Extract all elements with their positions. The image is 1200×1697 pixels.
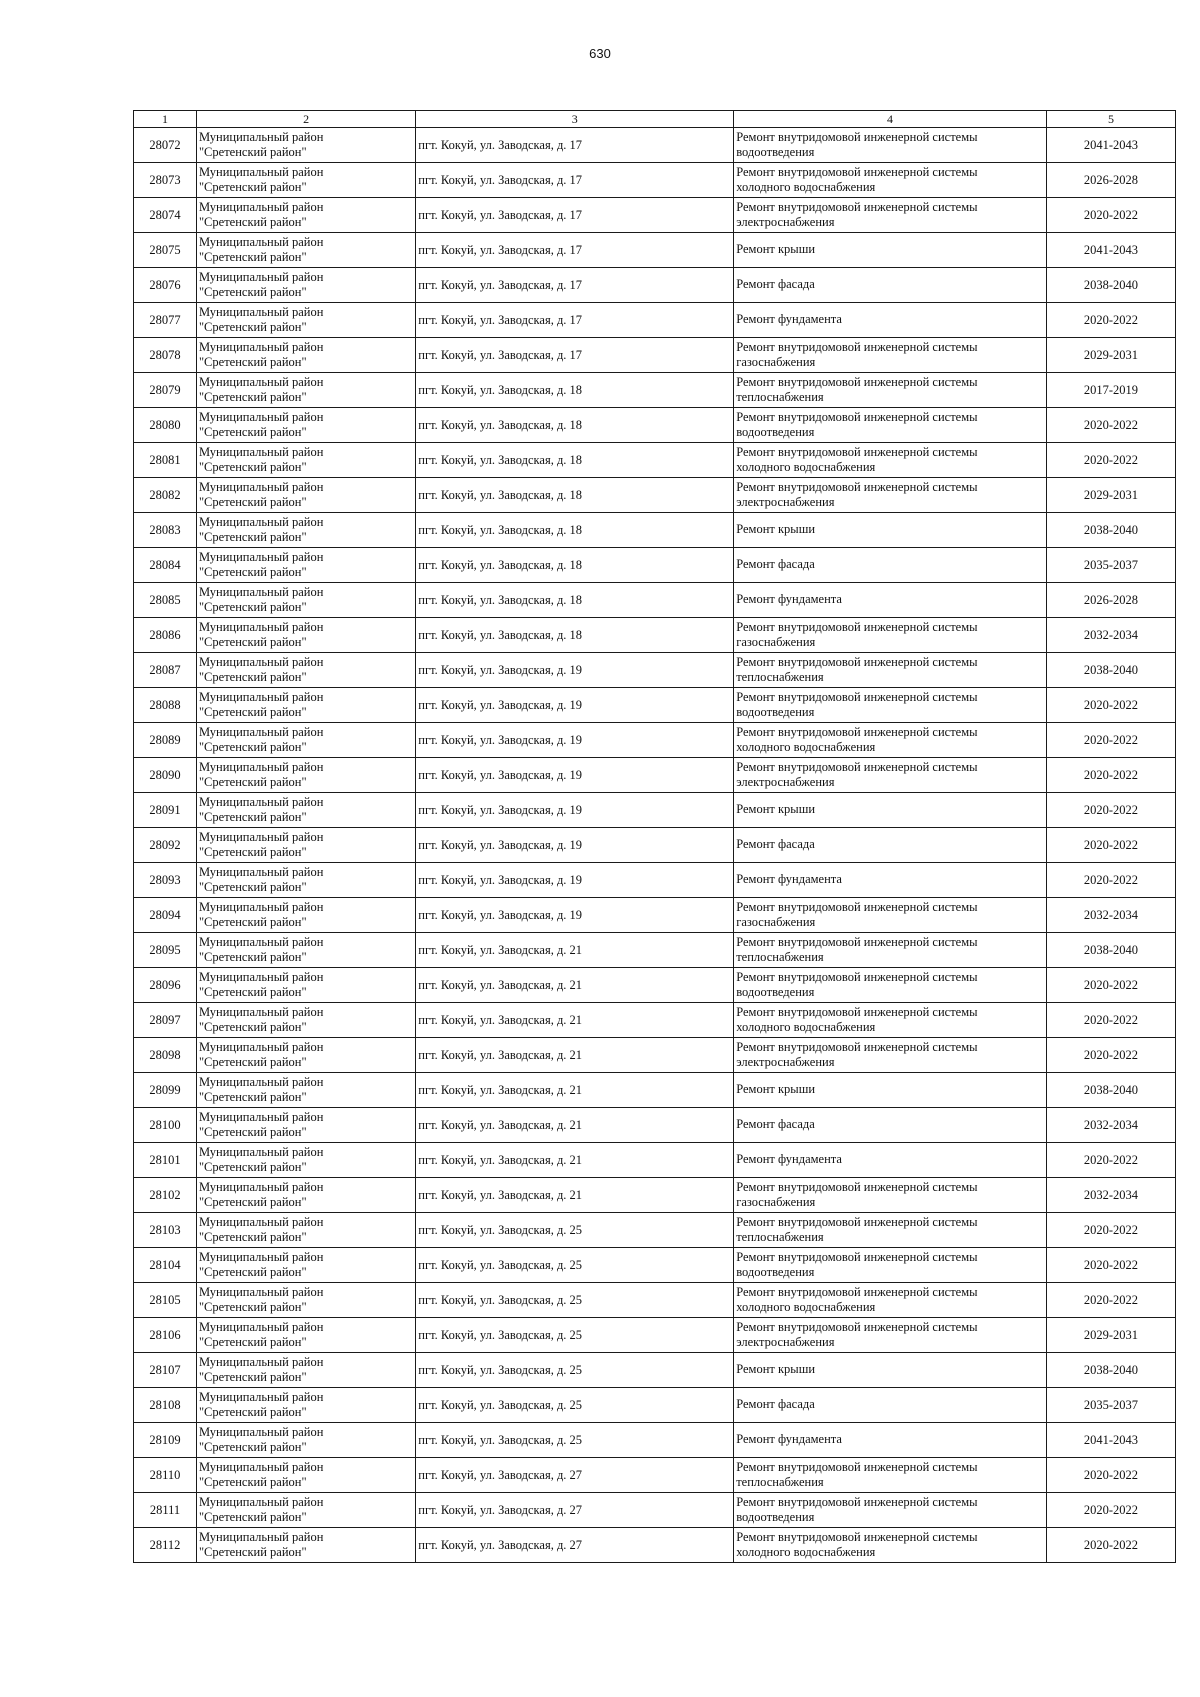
period-cell: 2020-2022 <box>1046 688 1175 723</box>
row-number-cell: 28100 <box>134 1108 197 1143</box>
column-header-1: 1 <box>134 111 197 128</box>
municipality-cell: Муниципальный район "Сретенский район" <box>196 793 415 828</box>
table-row <box>134 1213 1176 1248</box>
page-number: 630 <box>589 46 611 61</box>
address-cell: пгт. Кокуй, ул. Заводская, д. 17 <box>416 198 734 233</box>
table-row <box>134 968 1176 1003</box>
address-cell: пгт. Кокуй, ул. Заводская, д. 18 <box>416 513 734 548</box>
municipality-cell: Муниципальный район "Сретенский район" <box>196 828 415 863</box>
work-type-cell: Ремонт внутридомовой инженерной системы электроснабжения <box>734 198 1047 233</box>
work-type-cell: Ремонт внутридомовой инженерной системы холодного водоснабжения <box>734 443 1047 478</box>
work-type-cell: Ремонт внутридомовой инженерной системы теплоснабжения <box>734 653 1047 688</box>
work-type-cell: Ремонт фундамента <box>734 863 1047 898</box>
period-cell: 2032-2034 <box>1046 1178 1175 1213</box>
municipality-cell: Муниципальный район "Сретенский район" <box>196 933 415 968</box>
row-number-cell: 28107 <box>134 1353 197 1388</box>
table-row <box>134 1178 1176 1213</box>
row-number-cell: 28088 <box>134 688 197 723</box>
row-number-cell: 28101 <box>134 1143 197 1178</box>
table-row <box>134 268 1176 303</box>
period-cell: 2020-2022 <box>1046 1248 1175 1283</box>
period-cell: 2029-2031 <box>1046 478 1175 513</box>
period-cell: 2017-2019 <box>1046 373 1175 408</box>
work-type-cell: Ремонт внутридомовой инженерной системы теплоснабжения <box>734 1213 1047 1248</box>
municipality-cell: Муниципальный район "Сретенский район" <box>196 898 415 933</box>
repair-schedule-table <box>133 110 1176 1563</box>
period-cell: 2035-2037 <box>1046 548 1175 583</box>
work-type-cell: Ремонт крыши <box>734 793 1047 828</box>
table-row <box>134 1108 1176 1143</box>
work-type-cell: Ремонт внутридомовой инженерной системы теплоснабжения <box>734 933 1047 968</box>
period-cell: 2026-2028 <box>1046 163 1175 198</box>
address-cell: пгт. Кокуй, ул. Заводская, д. 18 <box>416 548 734 583</box>
table-row <box>134 863 1176 898</box>
row-number-cell: 28081 <box>134 443 197 478</box>
address-cell: пгт. Кокуй, ул. Заводская, д. 27 <box>416 1458 734 1493</box>
period-cell: 2020-2022 <box>1046 443 1175 478</box>
period-cell: 2020-2022 <box>1046 1458 1175 1493</box>
address-cell: пгт. Кокуй, ул. Заводская, д. 25 <box>416 1213 734 1248</box>
period-cell: 2041-2043 <box>1046 1423 1175 1458</box>
municipality-cell: Муниципальный район "Сретенский район" <box>196 688 415 723</box>
address-cell: пгт. Кокуй, ул. Заводская, д. 25 <box>416 1283 734 1318</box>
row-number-cell: 28087 <box>134 653 197 688</box>
work-type-cell: Ремонт внутридомовой инженерной системы газоснабжения <box>734 618 1047 653</box>
municipality-cell: Муниципальный район "Сретенский район" <box>196 128 415 163</box>
row-number-cell: 28090 <box>134 758 197 793</box>
period-cell: 2035-2037 <box>1046 1388 1175 1423</box>
work-type-cell: Ремонт фундамента <box>734 1143 1047 1178</box>
row-number-cell: 28111 <box>134 1493 197 1528</box>
table-row <box>134 653 1176 688</box>
row-number-cell: 28098 <box>134 1038 197 1073</box>
municipality-cell: Муниципальный район "Сретенский район" <box>196 1493 415 1528</box>
row-number-cell: 28092 <box>134 828 197 863</box>
column-header-2: 2 <box>196 111 415 128</box>
municipality-cell: Муниципальный район "Сретенский район" <box>196 1388 415 1423</box>
municipality-cell: Муниципальный район "Сретенский район" <box>196 1528 415 1563</box>
period-cell: 2020-2022 <box>1046 968 1175 1003</box>
work-type-cell: Ремонт внутридомовой инженерной системы газоснабжения <box>734 898 1047 933</box>
row-number-cell: 28096 <box>134 968 197 1003</box>
row-number-cell: 28110 <box>134 1458 197 1493</box>
period-cell: 2020-2022 <box>1046 723 1175 758</box>
table-row <box>134 688 1176 723</box>
table-row <box>134 548 1176 583</box>
work-type-cell: Ремонт внутридомовой инженерной системы газоснабжения <box>734 1178 1047 1213</box>
work-type-cell: Ремонт внутридомовой инженерной системы холодного водоснабжения <box>734 1528 1047 1563</box>
row-number-cell: 28080 <box>134 408 197 443</box>
work-type-cell: Ремонт внутридомовой инженерной системы холодного водоснабжения <box>734 1283 1047 1318</box>
period-cell: 2029-2031 <box>1046 338 1175 373</box>
municipality-cell: Муниципальный район "Сретенский район" <box>196 478 415 513</box>
period-cell: 2020-2022 <box>1046 1213 1175 1248</box>
work-type-cell: Ремонт крыши <box>734 1353 1047 1388</box>
table-row <box>134 1283 1176 1318</box>
row-number-cell: 28072 <box>134 128 197 163</box>
address-cell: пгт. Кокуй, ул. Заводская, д. 21 <box>416 1073 734 1108</box>
table-row <box>134 898 1176 933</box>
table-row <box>134 1493 1176 1528</box>
municipality-cell: Муниципальный район "Сретенский район" <box>196 1073 415 1108</box>
period-cell: 2020-2022 <box>1046 1143 1175 1178</box>
municipality-cell: Муниципальный район "Сретенский район" <box>196 863 415 898</box>
municipality-cell: Муниципальный район "Сретенский район" <box>196 758 415 793</box>
period-cell: 2038-2040 <box>1046 1353 1175 1388</box>
row-number-cell: 28074 <box>134 198 197 233</box>
work-type-cell: Ремонт фундамента <box>734 1423 1047 1458</box>
address-cell: пгт. Кокуй, ул. Заводская, д. 19 <box>416 793 734 828</box>
municipality-cell: Муниципальный район "Сретенский район" <box>196 373 415 408</box>
work-type-cell: Ремонт фасада <box>734 828 1047 863</box>
municipality-cell: Муниципальный район "Сретенский район" <box>196 1353 415 1388</box>
row-number-cell: 28076 <box>134 268 197 303</box>
row-number-cell: 28077 <box>134 303 197 338</box>
municipality-cell: Муниципальный район "Сретенский район" <box>196 548 415 583</box>
address-cell: пгт. Кокуй, ул. Заводская, д. 25 <box>416 1388 734 1423</box>
municipality-cell: Муниципальный район "Сретенский район" <box>196 443 415 478</box>
work-type-cell: Ремонт внутридомовой инженерной системы водоотведения <box>734 1493 1047 1528</box>
period-cell: 2038-2040 <box>1046 513 1175 548</box>
municipality-cell: Муниципальный район "Сретенский район" <box>196 163 415 198</box>
row-number-cell: 28106 <box>134 1318 197 1353</box>
address-cell: пгт. Кокуй, ул. Заводская, д. 19 <box>416 723 734 758</box>
address-cell: пгт. Кокуй, ул. Заводская, д. 19 <box>416 758 734 793</box>
work-type-cell: Ремонт внутридомовой инженерной системы электроснабжения <box>734 478 1047 513</box>
table-row <box>134 828 1176 863</box>
table-row <box>134 443 1176 478</box>
municipality-cell: Муниципальный район "Сретенский район" <box>196 968 415 1003</box>
address-cell: пгт. Кокуй, ул. Заводская, д. 21 <box>416 968 734 1003</box>
row-number-cell: 28094 <box>134 898 197 933</box>
period-cell: 2041-2043 <box>1046 128 1175 163</box>
address-cell: пгт. Кокуй, ул. Заводская, д. 19 <box>416 688 734 723</box>
work-type-cell: Ремонт внутридомовой инженерной системы водоотведения <box>734 968 1047 1003</box>
work-type-cell: Ремонт крыши <box>734 513 1047 548</box>
municipality-cell: Муниципальный район "Сретенский район" <box>196 653 415 688</box>
period-cell: 2038-2040 <box>1046 1073 1175 1108</box>
work-type-cell: Ремонт внутридомовой инженерной системы водоотведения <box>734 688 1047 723</box>
period-cell: 2020-2022 <box>1046 198 1175 233</box>
municipality-cell: Муниципальный район "Сретенский район" <box>196 198 415 233</box>
table-row <box>134 303 1176 338</box>
period-cell: 2032-2034 <box>1046 898 1175 933</box>
period-cell: 2041-2043 <box>1046 233 1175 268</box>
table-row <box>134 1038 1176 1073</box>
row-number-cell: 28104 <box>134 1248 197 1283</box>
work-type-cell: Ремонт фундамента <box>734 303 1047 338</box>
address-cell: пгт. Кокуй, ул. Заводская, д. 17 <box>416 163 734 198</box>
address-cell: пгт. Кокуй, ул. Заводская, д. 17 <box>416 338 734 373</box>
table-row <box>134 618 1176 653</box>
work-type-cell: Ремонт фасада <box>734 1388 1047 1423</box>
municipality-cell: Муниципальный район "Сретенский район" <box>196 1283 415 1318</box>
municipality-cell: Муниципальный район "Сретенский район" <box>196 618 415 653</box>
table-row <box>134 198 1176 233</box>
municipality-cell: Муниципальный район "Сретенский район" <box>196 1458 415 1493</box>
row-number-cell: 28084 <box>134 548 197 583</box>
row-number-cell: 28102 <box>134 1178 197 1213</box>
address-cell: пгт. Кокуй, ул. Заводская, д. 25 <box>416 1353 734 1388</box>
row-number-cell: 28099 <box>134 1073 197 1108</box>
municipality-cell: Муниципальный район "Сретенский район" <box>196 268 415 303</box>
row-number-cell: 28083 <box>134 513 197 548</box>
row-number-cell: 28093 <box>134 863 197 898</box>
table-row <box>134 1003 1176 1038</box>
table-row <box>134 233 1176 268</box>
work-type-cell: Ремонт внутридомовой инженерной системы водоотведения <box>734 408 1047 443</box>
municipality-cell: Муниципальный район "Сретенский район" <box>196 583 415 618</box>
period-cell: 2032-2034 <box>1046 618 1175 653</box>
row-number-cell: 28109 <box>134 1423 197 1458</box>
row-number-cell: 28075 <box>134 233 197 268</box>
table-row <box>134 478 1176 513</box>
table-row <box>134 1458 1176 1493</box>
period-cell: 2020-2022 <box>1046 1003 1175 1038</box>
address-cell: пгт. Кокуй, ул. Заводская, д. 25 <box>416 1423 734 1458</box>
municipality-cell: Муниципальный район "Сретенский район" <box>196 1178 415 1213</box>
address-cell: пгт. Кокуй, ул. Заводская, д. 27 <box>416 1528 734 1563</box>
table-row <box>134 1388 1176 1423</box>
row-number-cell: 28108 <box>134 1388 197 1423</box>
address-cell: пгт. Кокуй, ул. Заводская, д. 17 <box>416 303 734 338</box>
work-type-cell: Ремонт внутридомовой инженерной системы электроснабжения <box>734 1038 1047 1073</box>
address-cell: пгт. Кокуй, ул. Заводская, д. 21 <box>416 1038 734 1073</box>
period-cell: 2029-2031 <box>1046 1318 1175 1353</box>
period-cell: 2020-2022 <box>1046 1283 1175 1318</box>
period-cell: 2020-2022 <box>1046 303 1175 338</box>
row-number-cell: 28078 <box>134 338 197 373</box>
period-cell: 2020-2022 <box>1046 1038 1175 1073</box>
work-type-cell: Ремонт внутридомовой инженерной системы водоотведения <box>734 1248 1047 1283</box>
work-type-cell: Ремонт фасада <box>734 268 1047 303</box>
row-number-cell: 28086 <box>134 618 197 653</box>
address-cell: пгт. Кокуй, ул. Заводская, д. 19 <box>416 898 734 933</box>
address-cell: пгт. Кокуй, ул. Заводская, д. 17 <box>416 233 734 268</box>
municipality-cell: Муниципальный район "Сретенский район" <box>196 1318 415 1353</box>
column-header-3: 3 <box>416 111 734 128</box>
column-header-4: 4 <box>734 111 1047 128</box>
municipality-cell: Муниципальный район "Сретенский район" <box>196 233 415 268</box>
address-cell: пгт. Кокуй, ул. Заводская, д. 21 <box>416 1143 734 1178</box>
municipality-cell: Муниципальный район "Сретенский район" <box>196 723 415 758</box>
period-cell: 2020-2022 <box>1046 408 1175 443</box>
work-type-cell: Ремонт внутридомовой инженерной системы теплоснабжения <box>734 1458 1047 1493</box>
table-row <box>134 1528 1176 1563</box>
table-row <box>134 1143 1176 1178</box>
table-row <box>134 163 1176 198</box>
work-type-cell: Ремонт внутридомовой инженерной системы холодного водоснабжения <box>734 163 1047 198</box>
table-row <box>134 933 1176 968</box>
address-cell: пгт. Кокуй, ул. Заводская, д. 25 <box>416 1248 734 1283</box>
municipality-cell: Муниципальный район "Сретенский район" <box>196 1003 415 1038</box>
period-cell: 2038-2040 <box>1046 933 1175 968</box>
period-cell: 2020-2022 <box>1046 793 1175 828</box>
work-type-cell: Ремонт внутридомовой инженерной системы электроснабжения <box>734 1318 1047 1353</box>
period-cell: 2020-2022 <box>1046 863 1175 898</box>
work-type-cell: Ремонт внутридомовой инженерной системы холодного водоснабжения <box>734 1003 1047 1038</box>
work-type-cell: Ремонт внутридомовой инженерной системы электроснабжения <box>734 758 1047 793</box>
address-cell: пгт. Кокуй, ул. Заводская, д. 19 <box>416 653 734 688</box>
municipality-cell: Муниципальный район "Сретенский район" <box>196 408 415 443</box>
column-header-5: 5 <box>1046 111 1175 128</box>
period-cell: 2020-2022 <box>1046 828 1175 863</box>
row-number-cell: 28082 <box>134 478 197 513</box>
period-cell: 2032-2034 <box>1046 1108 1175 1143</box>
row-number-cell: 28097 <box>134 1003 197 1038</box>
table-row <box>134 758 1176 793</box>
address-cell: пгт. Кокуй, ул. Заводская, д. 18 <box>416 583 734 618</box>
municipality-cell: Муниципальный район "Сретенский район" <box>196 303 415 338</box>
row-number-cell: 28105 <box>134 1283 197 1318</box>
row-number-cell: 28073 <box>134 163 197 198</box>
address-cell: пгт. Кокуй, ул. Заводская, д. 21 <box>416 1003 734 1038</box>
address-cell: пгт. Кокуй, ул. Заводская, д. 17 <box>416 268 734 303</box>
municipality-cell: Муниципальный район "Сретенский район" <box>196 1108 415 1143</box>
period-cell: 2026-2028 <box>1046 583 1175 618</box>
table-row <box>134 1248 1176 1283</box>
row-number-cell: 28103 <box>134 1213 197 1248</box>
address-cell: пгт. Кокуй, ул. Заводская, д. 19 <box>416 828 734 863</box>
municipality-cell: Муниципальный район "Сретенский район" <box>196 1143 415 1178</box>
address-cell: пгт. Кокуй, ул. Заводская, д. 25 <box>416 1318 734 1353</box>
work-type-cell: Ремонт внутридомовой инженерной системы газоснабжения <box>734 338 1047 373</box>
table-row <box>134 128 1176 163</box>
row-number-cell: 28089 <box>134 723 197 758</box>
municipality-cell: Муниципальный район "Сретенский район" <box>196 338 415 373</box>
table-row <box>134 513 1176 548</box>
address-cell: пгт. Кокуй, ул. Заводская, д. 21 <box>416 1108 734 1143</box>
municipality-cell: Муниципальный район "Сретенский район" <box>196 1038 415 1073</box>
row-number-cell: 28079 <box>134 373 197 408</box>
work-type-cell: Ремонт крыши <box>734 233 1047 268</box>
table-row <box>134 408 1176 443</box>
table-row <box>134 583 1176 618</box>
work-type-cell: Ремонт внутридомовой инженерной системы теплоснабжения <box>734 373 1047 408</box>
period-cell: 2020-2022 <box>1046 758 1175 793</box>
address-cell: пгт. Кокуй, ул. Заводская, д. 17 <box>416 128 734 163</box>
period-cell: 2020-2022 <box>1046 1528 1175 1563</box>
table-body <box>134 111 1176 1563</box>
address-cell: пгт. Кокуй, ул. Заводская, д. 27 <box>416 1493 734 1528</box>
row-number-cell: 28112 <box>134 1528 197 1563</box>
table-row <box>134 1318 1176 1353</box>
column-number-row <box>134 111 1176 128</box>
work-type-cell: Ремонт внутридомовой инженерной системы водоотведения <box>734 128 1047 163</box>
work-type-cell: Ремонт крыши <box>734 1073 1047 1108</box>
table-row <box>134 338 1176 373</box>
address-cell: пгт. Кокуй, ул. Заводская, д. 19 <box>416 863 734 898</box>
address-cell: пгт. Кокуй, ул. Заводская, д. 18 <box>416 373 734 408</box>
work-type-cell: Ремонт фундамента <box>734 583 1047 618</box>
address-cell: пгт. Кокуй, ул. Заводская, д. 18 <box>416 478 734 513</box>
work-type-cell: Ремонт фасада <box>734 1108 1047 1143</box>
period-cell: 2038-2040 <box>1046 268 1175 303</box>
table-row <box>134 1353 1176 1388</box>
period-cell: 2038-2040 <box>1046 653 1175 688</box>
municipality-cell: Муниципальный район "Сретенский район" <box>196 1213 415 1248</box>
table-row <box>134 1073 1176 1108</box>
municipality-cell: Муниципальный район "Сретенский район" <box>196 1423 415 1458</box>
table-row <box>134 723 1176 758</box>
municipality-cell: Муниципальный район "Сретенский район" <box>196 513 415 548</box>
row-number-cell: 28091 <box>134 793 197 828</box>
period-cell: 2020-2022 <box>1046 1493 1175 1528</box>
address-cell: пгт. Кокуй, ул. Заводская, д. 18 <box>416 408 734 443</box>
row-number-cell: 28085 <box>134 583 197 618</box>
table-row <box>134 1423 1176 1458</box>
work-type-cell: Ремонт фасада <box>734 548 1047 583</box>
table-row <box>134 373 1176 408</box>
municipality-cell: Муниципальный район "Сретенский район" <box>196 1248 415 1283</box>
address-cell: пгт. Кокуй, ул. Заводская, д. 18 <box>416 443 734 478</box>
address-cell: пгт. Кокуй, ул. Заводская, д. 18 <box>416 618 734 653</box>
address-cell: пгт. Кокуй, ул. Заводская, д. 21 <box>416 1178 734 1213</box>
work-type-cell: Ремонт внутридомовой инженерной системы холодного водоснабжения <box>734 723 1047 758</box>
row-number-cell: 28095 <box>134 933 197 968</box>
table-row <box>134 793 1176 828</box>
address-cell: пгт. Кокуй, ул. Заводская, д. 21 <box>416 933 734 968</box>
